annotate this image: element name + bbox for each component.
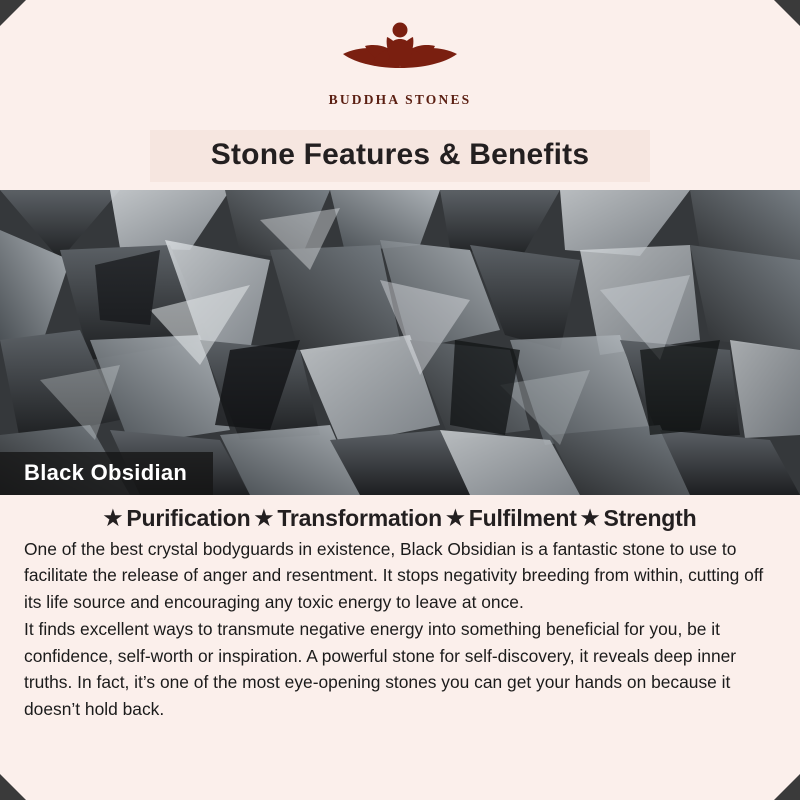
corner-decoration-top-right [774, 0, 800, 26]
benefit-label: Strength [603, 505, 697, 531]
obsidian-shards-illustration [0, 190, 800, 495]
star-icon: ★ [103, 507, 123, 530]
star-icon: ★ [254, 507, 274, 530]
brand-name: BUDDHA STONES [328, 92, 472, 107]
stone-name-label: Black Obsidian [0, 452, 213, 495]
lotus-meditation-icon [315, 16, 485, 90]
benefits-row [0, 495, 800, 534]
star-icon: ★ [445, 507, 465, 530]
benefit-item-strength [581, 505, 697, 532]
hero-image [0, 190, 800, 495]
benefit-item-fulfilment [446, 505, 577, 532]
corner-decoration-bottom-right [774, 774, 800, 800]
benefit-label: Purification [126, 505, 251, 531]
page-title: Stone Features & Benefits [210, 138, 590, 171]
corner-decoration-bottom-left [0, 774, 26, 800]
corner-decoration-top-left [0, 0, 26, 26]
star-icon: ★ [580, 507, 600, 530]
benefit-item-transformation [255, 505, 442, 532]
description-paragraph-2: It finds excellent ways to transmute negative energy into something beneficial for you, be it confidence, self-worth or inspiration. A powerful stone for self-discovery, it reveals deep inner truths. In fact, it’s one of the most eye-opening stones you can get your hands on because it doesn’t hold back. [24, 619, 737, 719]
description-block [0, 534, 800, 722]
description-paragraph-1: One of the best crystal bodyguards in existence, Black Obsidian is a fantastic stone to use to facilitate the release of anger and resentment. It stops negativity breeding from within, cutting off its life source and encouraging any toxic energy to leave at once. [24, 539, 764, 612]
benefit-label: Transformation [277, 505, 442, 531]
benefit-label: Fulfilment [468, 505, 577, 531]
title-band [150, 130, 650, 182]
benefit-item-purification [104, 505, 251, 532]
brand-header [0, 0, 800, 126]
